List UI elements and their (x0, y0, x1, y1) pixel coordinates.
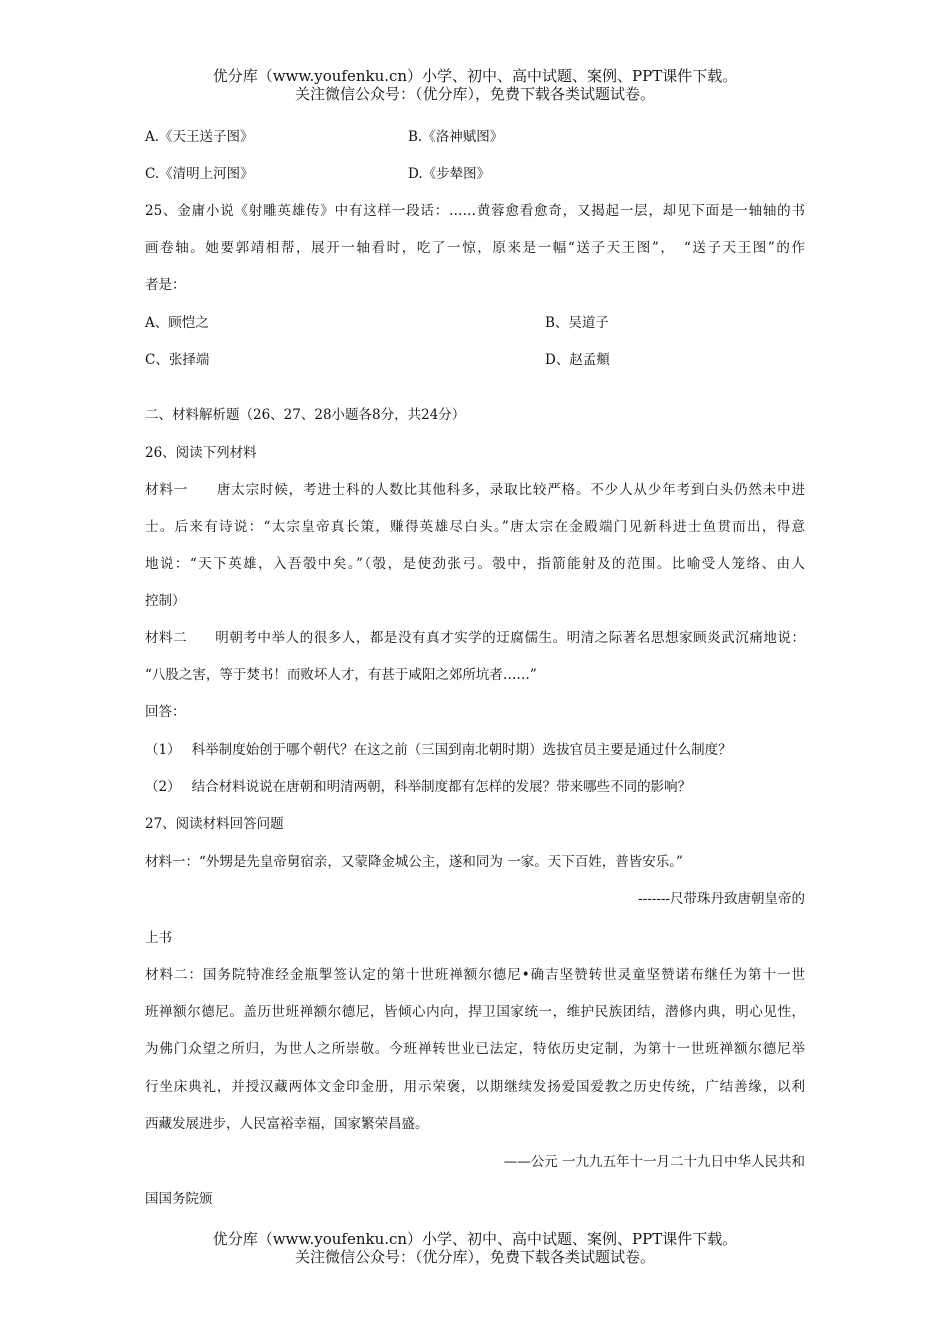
q25-option-d: D、赵孟頫 (545, 352, 610, 368)
q26-material-1-line-1: 材料一 唐太宗时候，考进士科的人数比其他科多，录取比较严格。不少人从少年考到白头仍然未中进 (145, 482, 805, 498)
q26-sub-question-2: （2） 结合材料说说在唐朝和明清两朝，科举制度都有怎样的发展？带来哪些不同的影响？ (145, 779, 692, 795)
q24-option-a: A.《天王送子图》 (145, 129, 254, 145)
q27-material-2-line-2: 班禅额尔德尼。盖历世班禅额尔德尼，皆倾心内向，捍卫国家统一，维护民族团结，潜修内典，明心见性， (145, 1004, 805, 1020)
q25-option-a: A、顾恺之 (145, 315, 209, 331)
q26-material-1-line-4: 控制） (145, 593, 186, 609)
header-line-1: 优分库（www.youfenku.cn）小学、初中、高中试题、案例、PPT课件下载。 (212, 67, 738, 85)
q25-stem-line-2: 画卷轴。她要郭靖相帮，展开一轴看时，吃了一惊，原来是一幅“送子天王图”， “送子天王图”的作 (145, 240, 805, 256)
footer-line-2: 关注微信公众号：（优分库），免费下载各类试题试卷。 (294, 1248, 655, 1266)
footer-line-1: 优分库（www.youfenku.cn）小学、初中、高中试题、案例、PPT课件下载。 (212, 1230, 738, 1248)
q25-stem-line-3: 者是： (145, 277, 186, 293)
section-2-title: 二、材料解析题（26、27、28小题各8分，共24分） (145, 407, 466, 423)
q27-material-2-line-4: 行坐床典礼，并授汉藏两体文金印金册，用示荣褒，以期继续发扬爱国爱教之历史传统，广结善缘，以利 (145, 1079, 805, 1095)
q26-material-1-line-2: 士。后来有诗说：“太宗皇帝真长策，赚得英雄尽白头。”唐太宗在金殿端门见新科进士鱼贯而出，得意 (145, 519, 805, 535)
q26-material-2-line-1: 材料二 明朝考中举人的很多人，都是没有真才实学的迂腐儒生。明清之际著名思想家顾炎武沉痛地说： (145, 630, 805, 646)
q26-title: 26、阅读下列材料 (145, 445, 257, 461)
q27-material-2-line-5: 西藏发展进步，人民富裕幸福，国家繁荣昌盛。 (145, 1116, 429, 1132)
q27-material-2-source-cont: 国国务院颁 (145, 1191, 213, 1207)
q27-material-2-line-3: 为佛门众望之所归，为世人之所崇敬。今班禅转世业已法定，特依历史定制，为第十一世班禅额尔德尼举 (145, 1041, 805, 1057)
q27-material-1: 材料一：“外甥是先皇帝舅宿亲，又蒙降金城公主，遂和同为 一家。天下百姓，普皆安乐。” (145, 854, 683, 870)
q25-option-c: C、张择端 (145, 352, 210, 368)
q27-title: 27、阅读材料回答问题 (145, 816, 284, 832)
q27-material-1-source: -------尺带珠丹致唐朝皇帝的 (638, 891, 805, 907)
q27-material-1-source-cont: 上书 (145, 930, 172, 946)
q25-stem-line-1: 25、金庸小说《射雕英雄传》中有这样一段话：……黄蓉愈看愈奇，又揭起一层，却见下面是一轴轴的书 (145, 203, 805, 219)
q25-option-b: B、吴道子 (545, 315, 609, 331)
q26-answer-label: 回答： (145, 704, 186, 720)
header-line-2: 关注微信公众号：（优分库），免费下载各类试题试卷。 (294, 85, 655, 103)
q26-material-1-line-3: 地说：“天下英雄，入吾彀中矣。”（彀，是使劲张弓。彀中，指箭能射及的范围。比喻受人笼络、由人 (145, 556, 805, 572)
q26-material-2-line-2: “八股之害，等于焚书！而败坏人才，有甚于咸阳之郊所坑者……” (145, 667, 537, 683)
q24-option-c: C.《清明上河图》 (145, 166, 254, 182)
q24-option-b: B.《洛神赋图》 (408, 129, 504, 145)
q27-material-2-line-1: 材料二：国务院特准经金瓶掣签认定的第十世班禅额尔德尼•确吉坚赞转世灵童坚赞诺布继任为第十一世 (145, 967, 805, 983)
q27-material-2-source: ——公元 一九九五年十一月二十九日中华人民共和 (503, 1154, 805, 1170)
q26-sub-question-1: （1） 科举制度始创于哪个朝代？在这之前（三国到南北朝时期）选拔官员主要是通过什么制度？ (145, 742, 732, 758)
q24-option-d: D.《步辇图》 (408, 166, 491, 182)
